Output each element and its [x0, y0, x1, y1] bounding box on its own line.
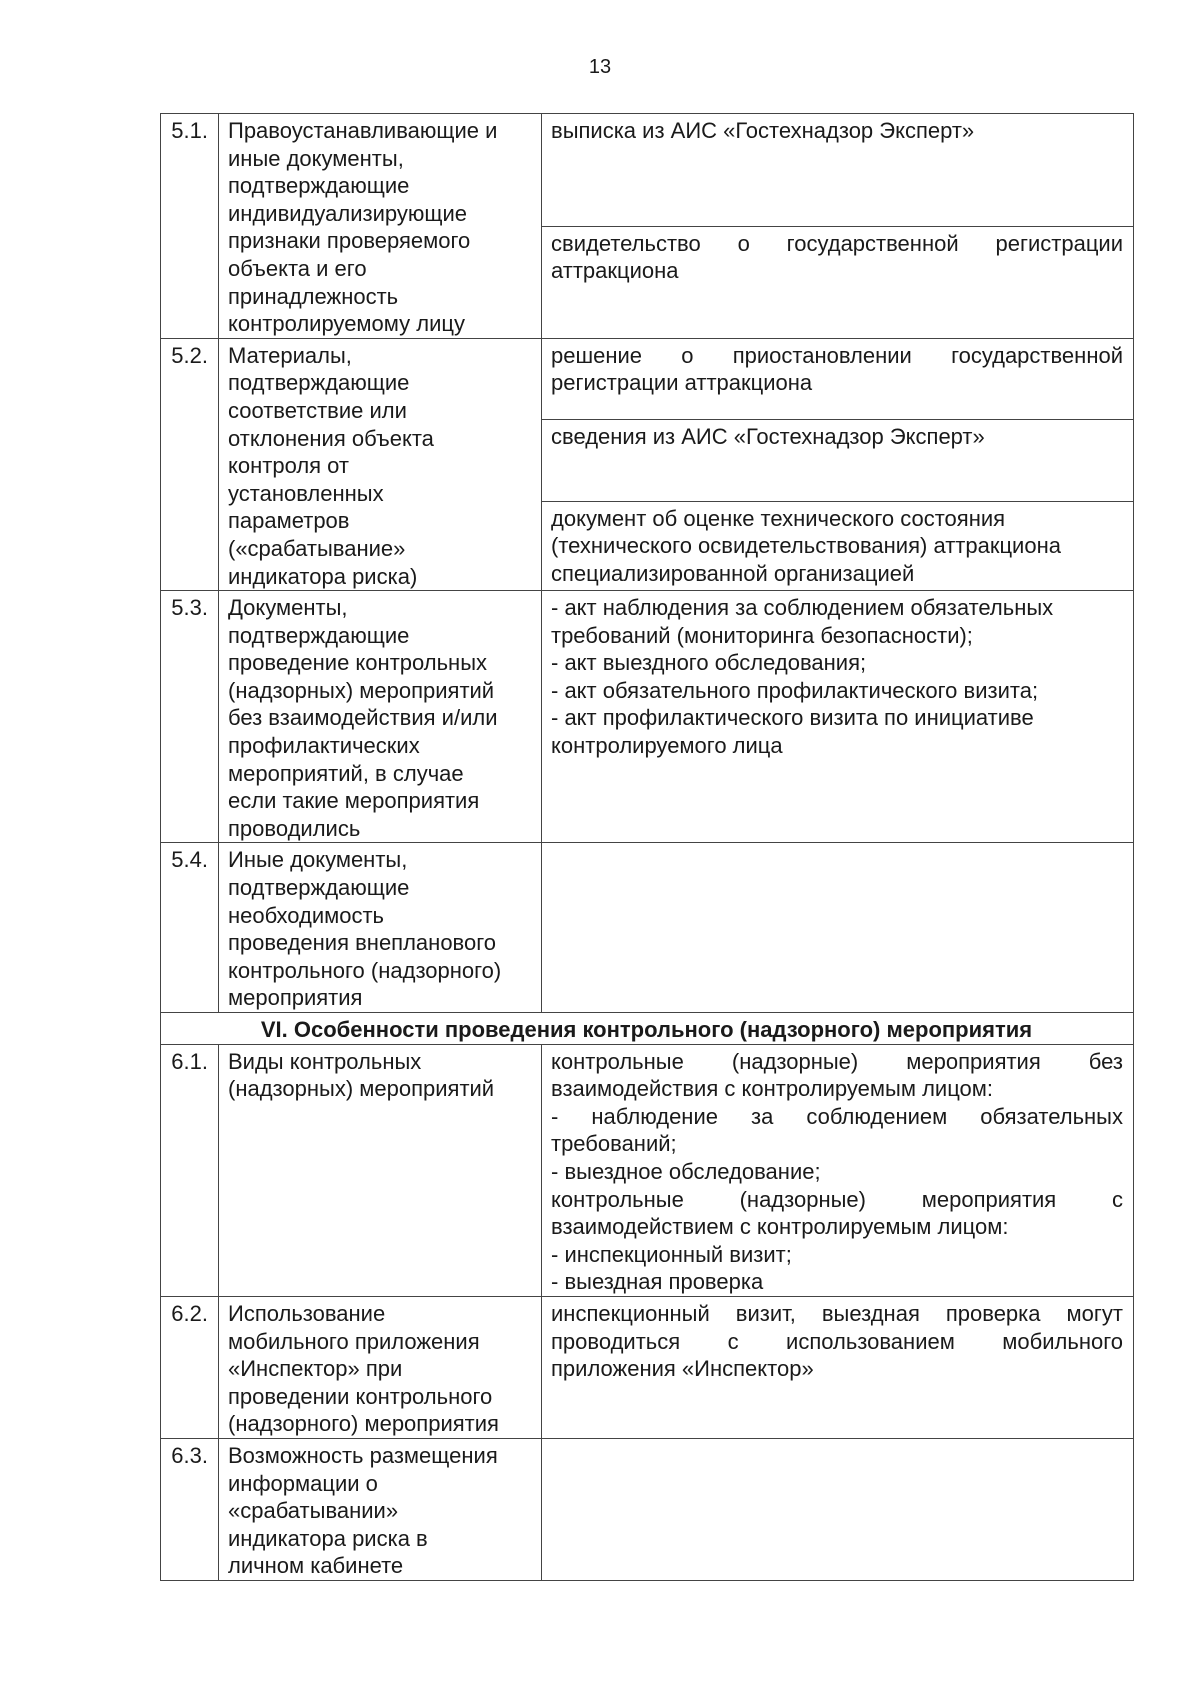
value-line: контрольные (надзорные) мероприятия без взаимодействия с контролируемым лицом:	[551, 1048, 1123, 1102]
parameter-line: Материалы,	[228, 342, 352, 368]
parameter-line: «срабатывании»	[228, 1498, 399, 1524]
row-number: 6.1.	[161, 1044, 219, 1296]
parameter-line: (надзорного) мероприятия	[228, 1411, 499, 1437]
table-row	[161, 843, 1134, 1013]
parameter-line: Использование	[228, 1300, 386, 1326]
parameter-line: принадлежность	[228, 283, 399, 309]
value-cell: выписка из АИС «Гостехнадзор Эксперт»	[542, 114, 1134, 227]
row-number: 5.3.	[161, 591, 219, 843]
parameter-line: установленных	[228, 480, 384, 506]
value-line: - акт наблюдения за соблюдением обязательных требований (мониторинга безопасности);	[551, 595, 1054, 648]
parameter-line: проведения внепланового	[228, 930, 497, 956]
table-row	[161, 591, 1134, 843]
parameter-line: подтверждающие	[228, 875, 410, 901]
value-cell: решение о приостановлении государственной регистрации аттракциона	[542, 338, 1134, 419]
parameter-line: индикатора риска в	[228, 1525, 428, 1551]
table-row	[161, 1044, 1134, 1296]
table-row	[161, 1438, 1134, 1580]
parameter-line: индикатора риска)	[228, 563, 418, 589]
parameter-line: подтверждающие	[228, 622, 410, 648]
parameter-line: необходимость	[228, 902, 385, 928]
parameter-line: Возможность размещения	[228, 1442, 498, 1468]
row-number: 5.2.	[161, 338, 219, 590]
value-cell-empty	[542, 1438, 1134, 1580]
parameter-line: информации о	[228, 1470, 378, 1496]
parameter-line: без взаимодействия и/или	[228, 705, 498, 731]
parameter-line: личном кабинете	[228, 1553, 404, 1579]
parameter-line: отклонения объекта	[228, 425, 434, 451]
value-cell	[542, 1296, 1134, 1438]
value-cell	[542, 1044, 1134, 1296]
row-number: 5.1.	[161, 114, 219, 339]
parameter-cell	[219, 591, 542, 843]
parameter-line: («срабатывание»	[228, 535, 406, 561]
value-cell: документ об оценке технического состояния (технического освидетельствования) аттракциона специализированной организацией	[542, 501, 1134, 590]
parameter-line: «Инспектор» при	[228, 1356, 403, 1382]
parameter-line: Иные документы,	[228, 847, 408, 873]
value-cell-empty	[542, 843, 1134, 1013]
parameter-line: (надзорных) мероприятий	[228, 1076, 495, 1102]
parameter-line: проводились	[228, 815, 361, 841]
parameter-line: профилактических	[228, 733, 420, 759]
parameter-line: Документы,	[228, 595, 348, 621]
parameter-line: соответствие или	[228, 397, 407, 423]
value-cell: свидетельство о государственной регистрации аттракциона	[542, 226, 1134, 338]
parameter-line: подтверждающие	[228, 173, 410, 199]
value-line: - выездная проверка	[551, 1269, 764, 1295]
parameter-line: иные документы,	[228, 145, 404, 171]
value-line: - акт обязательного профилактического визита;	[551, 677, 1039, 703]
value-line: - инспекционный визит;	[551, 1241, 792, 1267]
requirements-table	[160, 113, 1134, 1581]
value-cell	[542, 591, 1134, 843]
parameter-line: если такие мероприятия	[228, 788, 480, 814]
section-header-row	[161, 1013, 1134, 1045]
value-line: - выездное обследование;	[551, 1158, 821, 1184]
value-line: - акт выездного обследования;	[551, 650, 867, 676]
table-row	[161, 1296, 1134, 1438]
parameter-cell	[219, 338, 542, 590]
parameter-cell	[219, 1296, 542, 1438]
parameter-line: Правоустанавливающие и	[228, 118, 498, 143]
parameter-cell	[219, 1044, 542, 1296]
parameter-cell	[219, 843, 542, 1013]
parameter-line: подтверждающие	[228, 370, 410, 396]
parameter-cell	[219, 114, 542, 339]
row-number: 6.2.	[161, 1296, 219, 1438]
value-line: - наблюдение за соблюдением обязательных требований;	[551, 1103, 1123, 1157]
parameter-line: индивидуализирующие	[228, 200, 467, 226]
parameter-line: признаки проверяемого	[228, 228, 471, 254]
parameter-line: мероприятий, в случае	[228, 760, 464, 786]
parameter-line: объекта и его	[228, 255, 367, 281]
section-title: VI. Особенности проведения контрольного (надзорного) мероприятия	[161, 1013, 1134, 1045]
table-row	[161, 338, 1134, 419]
value-line: инспекционный визит, выездная проверка могут проводиться с использованием мобильного приложения «Инспектор»	[551, 1300, 1123, 1382]
page-number: 13	[588, 56, 612, 78]
parameter-line: проведении контрольного	[228, 1383, 493, 1409]
parameter-line: контрольного (надзорного)	[228, 957, 502, 983]
row-number: 5.4.	[161, 843, 219, 1013]
parameter-line: Виды контрольных	[228, 1048, 422, 1074]
parameter-line: мобильного приложения	[228, 1328, 480, 1354]
parameter-line: параметров	[228, 508, 350, 534]
row-number: 6.3.	[161, 1438, 219, 1580]
value-line: контрольные (надзорные) мероприятия с взаимодействием с контролируемым лицом:	[551, 1186, 1123, 1240]
parameter-line: (надзорных) мероприятий	[228, 677, 495, 703]
parameter-line: проведение контрольных	[228, 650, 488, 676]
parameter-line: контроля от	[228, 453, 350, 479]
table-row	[161, 114, 1134, 227]
parameter-cell	[219, 1438, 542, 1580]
parameter-line: мероприятия	[228, 985, 363, 1011]
value-cell: сведения из АИС «Гостехнадзор Эксперт»	[542, 419, 1134, 501]
parameter-line: контролируемому лицу	[228, 311, 465, 337]
value-line: - акт профилактического визита по инициативе контролируемого лица	[551, 705, 1034, 759]
